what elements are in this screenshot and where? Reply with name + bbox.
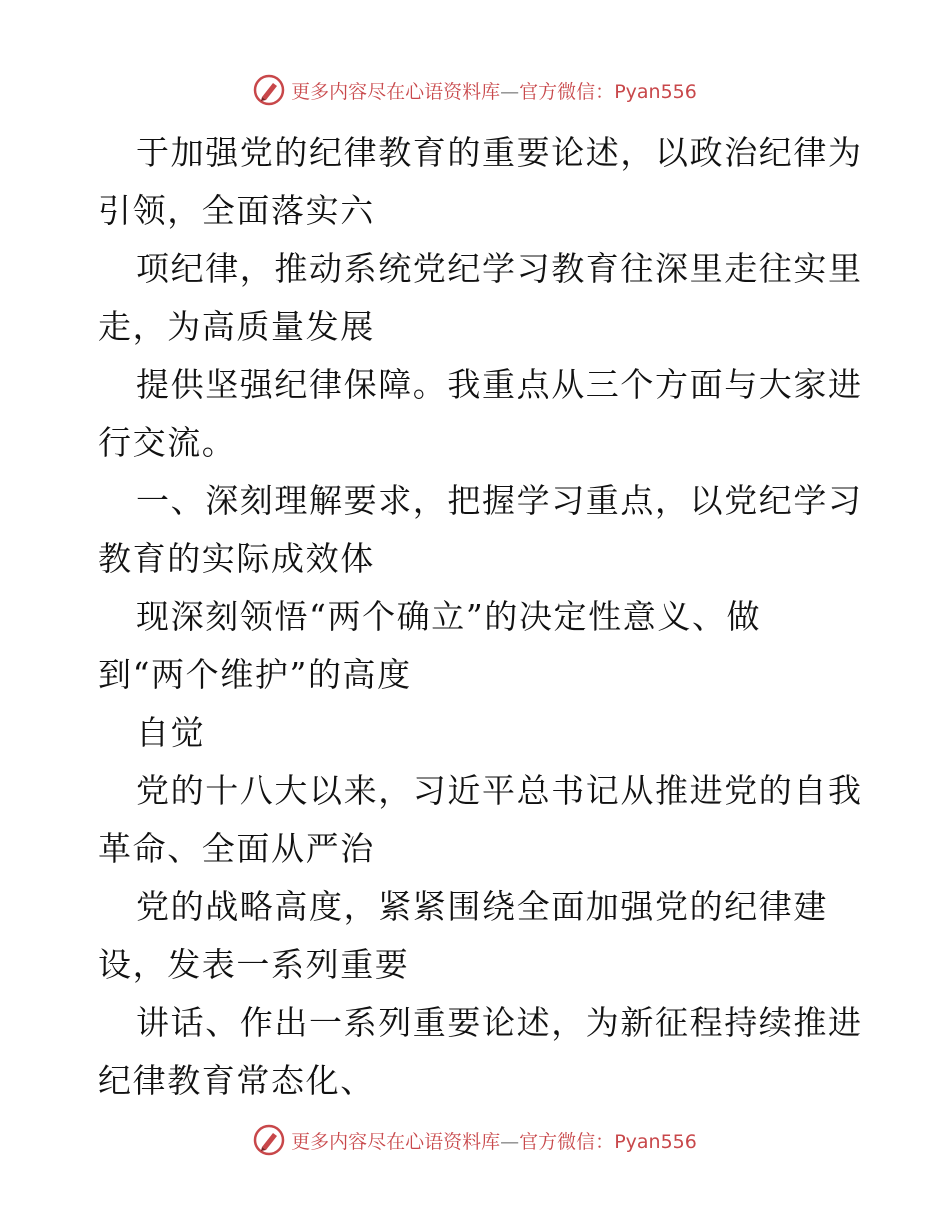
paragraph-line: 党的十八大以来，习近平总书记从推进党的自我 [136,771,863,810]
paragraph-line: 项纪律，推动系统党纪学习教育往深里走往实里 [136,249,863,288]
watermark-id: Pyan556 [614,1130,697,1153]
paragraph-line: 引领，全面落实六 [98,191,375,230]
watermark-text [291,77,697,104]
watermark-separator: — [500,80,520,103]
footer-watermark [0,1118,950,1162]
paragraph [98,994,863,1110]
document-body [98,124,863,1110]
paragraph-line: 纪律教育常态化、 [98,1061,375,1100]
paragraph-line: 党的战略高度，紧紧围绕全面加强党的纪律建 [136,887,828,926]
paragraph [98,356,863,472]
paragraph-line: 于加强党的纪律教育的重要论述，以政治纪律为 [136,133,863,172]
paragraph-line: 讲话、作出一系列重要论述，为新征程持续推进 [136,1003,863,1042]
paragraph-line: 一、深刻理解要求，把握学习重点，以党纪学习 [136,481,863,520]
paragraph-line: 设，发表一系列重要 [98,945,410,984]
watermark-separator: — [500,1130,520,1153]
paragraph-line: 自觉 [136,713,206,752]
paragraph-line: 走，为高质量发展 [98,307,375,346]
header-watermark [0,68,950,112]
watermark-text [291,1127,697,1154]
paragraph-line: 行交流。 [98,423,237,462]
watermark-suffix: 官方微信： [519,1130,615,1153]
paragraph-line: 现深刻领悟“两个确立”的决定性意义、做 [136,597,762,636]
pen-logo-icon [253,1124,285,1156]
paragraph [98,124,863,240]
pen-logo-icon [253,74,285,106]
watermark-suffix: 官方微信： [519,80,615,103]
paragraph-line: 到“两个维护”的高度 [98,655,412,694]
watermark-prefix: 更多内容尽在心语资料库 [291,80,501,103]
watermark-prefix: 更多内容尽在心语资料库 [291,1130,501,1153]
paragraph [98,588,858,704]
paragraph [98,472,863,588]
paragraph [98,878,858,994]
paragraph-line: 革命、全面从严治 [98,829,375,868]
watermark-id: Pyan556 [614,80,697,103]
paragraph [98,762,863,878]
paragraph-line: 教育的实际成效体 [98,539,375,578]
paragraph-line: 提供坚强纪律保障。我重点从三个方面与大家进 [136,365,863,404]
paragraph [98,704,858,762]
paragraph [98,240,863,356]
